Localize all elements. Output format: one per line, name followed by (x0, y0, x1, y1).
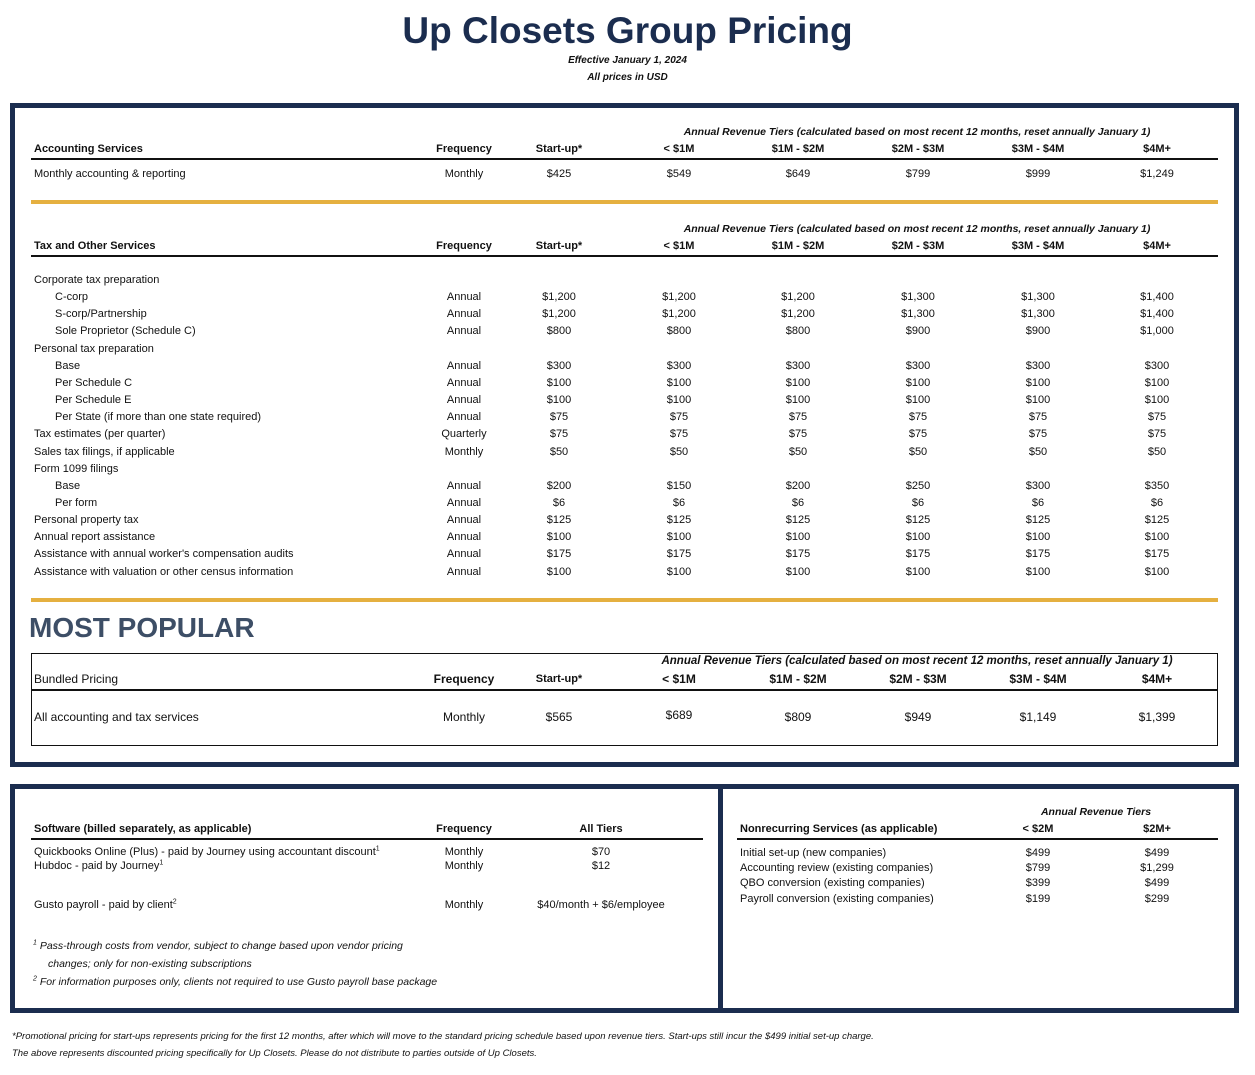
row-t5: $100 (1144, 531, 1170, 544)
footnote-mark: 2 (33, 975, 37, 983)
row-t3: $125 (905, 514, 931, 527)
row-label: Per State (if more than one state required) (55, 411, 262, 424)
row-frequency: Monthly (444, 168, 484, 180)
row-t3: $175 (905, 548, 931, 561)
bundle-table (31, 671, 1218, 731)
row-t1: $125 (666, 514, 692, 527)
row-price: $70 (591, 846, 611, 858)
col-tier4: $3M - $4M (1011, 143, 1065, 155)
row-t1: $100 (666, 394, 692, 407)
row-label: Monthly accounting & reporting (34, 168, 186, 180)
row-t2: $100 (785, 376, 811, 389)
col-startup: Start-up* (535, 143, 583, 155)
row-label-text: Quickbooks Online (Plus) - paid by Journey using accountant discount (34, 846, 376, 858)
row-frequency: Monthly (444, 445, 484, 458)
row-t4: $75 (1028, 411, 1048, 424)
row-v1: $199 (1025, 893, 1051, 905)
row-t3: $300 (905, 359, 931, 372)
row-t1: $300 (666, 359, 692, 372)
row-startup: $1,200 (542, 291, 576, 304)
row-frequency: Annual (446, 359, 482, 372)
row-frequency: Annual (446, 376, 482, 389)
row-frequency: Annual (446, 565, 482, 578)
nonrecurring-header-row (737, 821, 1218, 838)
row-t5: $50 (1147, 445, 1167, 458)
col-tier2: $1M - $2M (771, 240, 825, 252)
row-frequency: Monthly (444, 899, 484, 911)
row-t3: $100 (905, 394, 931, 407)
table-row (31, 897, 703, 914)
row-label: All accounting and tax services (34, 710, 199, 724)
row-frequency: Annual (446, 514, 482, 527)
row-label: S-corp/Partnership (55, 308, 147, 321)
nonrecurring-heading: Nonrecurring Services (as applicable) (740, 823, 938, 835)
row-startup: $100 (546, 565, 572, 578)
row-t2: $200 (785, 479, 811, 492)
row-t1: $100 (666, 531, 692, 544)
software-header-row (31, 821, 703, 838)
row-t4: $900 (1025, 325, 1051, 338)
row-t3: $1,300 (901, 291, 935, 304)
footnote-2 (33, 976, 437, 988)
row-tier5: $1,399 (1138, 710, 1176, 724)
row-t1: $1,200 (662, 291, 696, 304)
row-t2: $6 (791, 496, 805, 509)
row-t4: $50 (1028, 445, 1048, 458)
software-table (31, 821, 703, 911)
row-t1: $100 (666, 565, 692, 578)
row-v2: $499 (1144, 847, 1170, 859)
row-label: Base (55, 479, 81, 492)
col-tier3: $2M - $3M (889, 672, 947, 686)
row-t5: $100 (1144, 565, 1170, 578)
row-t4: $300 (1025, 359, 1051, 372)
row-v2: $299 (1144, 893, 1170, 905)
row-t4: $300 (1025, 479, 1051, 492)
footer-distribution-note: The above represents discounted pricing specifically for Up Closets. Please do not distribute to parties outside of Up Closets. (12, 1048, 537, 1059)
row-t5: $75 (1147, 411, 1167, 424)
row-startup: $200 (546, 479, 572, 492)
tax-table (31, 238, 1218, 583)
row-t1: $800 (666, 325, 692, 338)
effective-date: Effective January 1, 2024 (568, 55, 687, 66)
row-label: QBO conversion (existing companies) (740, 877, 925, 889)
software-heading: Software (billed separately, as applicable) (34, 823, 252, 835)
row-startup: $75 (549, 411, 569, 424)
row-t4: $6 (1031, 496, 1045, 509)
accounting-header-rule (31, 158, 1218, 160)
row-label: Form 1099 filings (34, 462, 119, 475)
row-price: $40/month + $6/employee (537, 899, 665, 911)
row-v2: $1,299 (1140, 862, 1174, 874)
nonrecurring-col-2: $2M+ (1143, 823, 1171, 835)
row-frequency: Annual (446, 496, 482, 509)
col-tier4: $3M - $4M (1009, 672, 1067, 686)
table-row (31, 426, 1218, 443)
row-t2: $175 (785, 548, 811, 561)
col-tier2: $1M - $2M (771, 143, 825, 155)
row-tier4: $1,149 (1019, 710, 1057, 724)
row-label: Corporate tax preparation (34, 274, 160, 286)
most-popular-heading: MOST POPULAR (29, 612, 255, 643)
footnote-text: For information purposes only, clients not required to use Gusto payroll base package (39, 976, 438, 988)
currency-note: All prices in USD (587, 72, 668, 83)
row-tier1: $549 (666, 168, 692, 180)
row-t4: $100 (1025, 565, 1051, 578)
row-v2: $499 (1144, 877, 1170, 889)
row-label: Annual report assistance (34, 531, 156, 544)
bundle-heading: Bundled Pricing (34, 672, 119, 686)
row-t1: $50 (669, 445, 689, 458)
col-tier1: < $1M (663, 240, 695, 252)
table-row (31, 495, 1218, 512)
row-frequency: Monthly (444, 846, 484, 858)
row-t4: $100 (1025, 394, 1051, 407)
row-t1: $175 (666, 548, 692, 561)
col-tier5: $4M+ (1143, 143, 1171, 155)
row-tier3: $949 (904, 710, 932, 724)
row-label: Payroll conversion (existing companies) (740, 893, 934, 905)
table-row (31, 858, 703, 875)
table-row (31, 358, 1218, 375)
row-t2: $100 (785, 565, 811, 578)
accounting-table (31, 141, 1218, 191)
row-label: Assistance with annual worker's compensation audits (34, 548, 294, 561)
row-label: Base (55, 359, 81, 372)
row-label: Personal tax preparation (34, 342, 154, 355)
row-t3: $100 (905, 531, 931, 544)
row-frequency: Annual (446, 325, 482, 338)
table-row (31, 323, 1218, 340)
row-t4: $1,300 (1021, 291, 1055, 304)
row-t1: $100 (666, 376, 692, 389)
row-startup: $100 (546, 531, 572, 544)
col-tier5: $4M+ (1143, 240, 1171, 252)
row-frequency: Annual (446, 411, 482, 424)
row-startup: $800 (546, 325, 572, 338)
page-title: Up Closets Group Pricing (402, 10, 853, 51)
bundle-tier-caption: Annual Revenue Tiers (calculated based on most recent 12 months, reset annually January 1) (661, 655, 1173, 667)
table-row (737, 891, 1218, 908)
col-tier5: $4M+ (1141, 672, 1173, 686)
row-t3: $100 (905, 565, 931, 578)
table-row (31, 166, 1218, 183)
row-startup: $565 (545, 710, 573, 724)
footnote-text: Pass-through costs from vendor, subject to change based upon vendor pricing (39, 940, 403, 952)
row-startup: $1,200 (542, 308, 576, 321)
row-tier5: $1,249 (1140, 168, 1174, 180)
row-tier4: $999 (1025, 168, 1051, 180)
row-t3: $75 (908, 428, 928, 441)
row-label: Per Schedule C (55, 376, 133, 389)
col-tier3: $2M - $3M (891, 240, 945, 252)
row-t3: $6 (911, 496, 925, 509)
row-label: Initial set-up (new companies) (740, 847, 887, 859)
row-t5: $1,000 (1140, 325, 1174, 338)
row-frequency: Annual (446, 479, 482, 492)
col-tier3: $2M - $3M (891, 143, 945, 155)
col-tier4: $3M - $4M (1011, 240, 1065, 252)
row-t3: $1,300 (901, 308, 935, 321)
row-startup: $100 (546, 376, 572, 389)
row-label: Sales tax filings, if applicable (34, 445, 175, 458)
row-t4: $75 (1028, 428, 1048, 441)
group-row (31, 461, 1218, 478)
row-t2: $100 (785, 394, 811, 407)
footnote-mark: 1 (375, 845, 380, 853)
row-t2: $75 (788, 411, 808, 424)
accounting-header-row (31, 141, 1218, 158)
row-t2: $75 (788, 428, 808, 441)
row-frequency: Quarterly (441, 428, 487, 441)
row-label-text: Gusto payroll - paid by client (34, 899, 173, 911)
footnote-mark: 2 (172, 898, 177, 906)
tax-header-row (31, 238, 1218, 255)
table-row (31, 409, 1218, 426)
row-t5: $125 (1144, 514, 1170, 527)
row-label: Personal property tax (34, 514, 139, 527)
row-frequency: Annual (446, 308, 482, 321)
row-t5: $300 (1144, 359, 1170, 372)
row-t5: $350 (1144, 479, 1170, 492)
col-frequency: Frequency (436, 143, 492, 155)
col-frequency: Frequency (433, 672, 495, 686)
nonrecurring-col-1: < $2M (1022, 823, 1054, 835)
row-t4: $175 (1025, 548, 1051, 561)
row-t5: $175 (1144, 548, 1170, 561)
row-t3: $900 (905, 325, 931, 338)
row-t1: $1,200 (662, 308, 696, 321)
row-frequency: Annual (446, 531, 482, 544)
row-startup: $425 (546, 168, 572, 180)
table-row (31, 512, 1218, 529)
row-label: C-corp (55, 291, 89, 304)
table-row (31, 529, 1218, 546)
software-col-all-tiers: All Tiers (579, 823, 623, 835)
nonrecurring-table (737, 821, 1218, 911)
row-startup: $175 (546, 548, 572, 561)
footnote-mark: 1 (33, 939, 37, 947)
row-t3: $100 (905, 376, 931, 389)
row-tier3: $799 (905, 168, 931, 180)
row-t1: $75 (669, 411, 689, 424)
col-tier1: < $1M (662, 672, 696, 686)
table-row (737, 875, 1218, 892)
row-startup: $100 (546, 394, 572, 407)
row-t3: $75 (908, 411, 928, 424)
row-label: Per form (55, 496, 98, 509)
row-v1: $499 (1025, 847, 1051, 859)
row-t5: $1,400 (1140, 291, 1174, 304)
tax-heading: Tax and Other Services (34, 240, 156, 252)
row-startup: $75 (549, 428, 569, 441)
row-startup: $125 (546, 514, 572, 527)
row-frequency: Annual (446, 394, 482, 407)
software-col-frequency: Frequency (436, 823, 492, 835)
row-t2: $50 (788, 445, 808, 458)
row-label: Per Schedule E (55, 394, 132, 407)
row-t3: $50 (908, 445, 928, 458)
accounting-tier-caption: Annual Revenue Tiers (calculated based on most recent 12 months, reset annually January 1) (683, 126, 1151, 138)
row-label-text: Hubdoc - paid by Journey (34, 860, 160, 872)
row-label: Tax estimates (per quarter) (34, 428, 166, 441)
row-t4: $1,300 (1021, 308, 1055, 321)
table-row (31, 289, 1218, 306)
row-label: Sole Proprietor (Schedule C) (55, 325, 196, 338)
row-t1: $150 (666, 479, 692, 492)
row-tier1: $689 (665, 708, 693, 722)
table-row (31, 564, 1218, 581)
footer-promo-note: *Promotional pricing for start-ups represents pricing for the first 12 months, after which will move to the standard pricing schedule based upon revenue tiers. Start-ups still incur the $499 initial set-up charge. (12, 1031, 874, 1042)
footnote-1-line1 (33, 940, 403, 952)
accounting-heading: Accounting Services (34, 143, 143, 155)
gold-divider-2 (31, 598, 1218, 602)
footnote-1-line2: changes; only for non-existing subscriptions (48, 958, 252, 970)
row-v1: $799 (1025, 862, 1051, 874)
row-label (34, 897, 177, 914)
gold-divider-1 (31, 200, 1218, 204)
row-t2: $100 (785, 531, 811, 544)
tax-tier-caption: Annual Revenue Tiers (calculated based on most recent 12 months, reset annually January 1) (683, 223, 1151, 235)
row-t5: $100 (1144, 376, 1170, 389)
row-startup: $300 (546, 359, 572, 372)
tax-header-rule (31, 255, 1218, 257)
table-row (31, 546, 1218, 563)
row-t2: $1,200 (781, 291, 815, 304)
col-tier1: < $1M (663, 143, 695, 155)
col-frequency: Frequency (436, 240, 492, 252)
row-t4: $100 (1025, 376, 1051, 389)
row-t2: $300 (785, 359, 811, 372)
row-v1: $399 (1025, 877, 1051, 889)
row-t1: $75 (669, 428, 689, 441)
nonrecurring-header-rule (737, 838, 1218, 840)
row-tier2: $649 (785, 168, 811, 180)
row-t5: $75 (1147, 428, 1167, 441)
table-row (31, 392, 1218, 409)
row-t5: $6 (1150, 496, 1164, 509)
row-t2: $800 (785, 325, 811, 338)
row-price: $12 (591, 860, 611, 872)
footnote-mark: 1 (159, 859, 164, 867)
table-row (31, 478, 1218, 495)
table-row (31, 306, 1218, 323)
row-t2: $1,200 (781, 308, 815, 321)
row-label (34, 858, 163, 875)
row-frequency: Annual (446, 548, 482, 561)
table-row (31, 709, 1218, 726)
row-label: Accounting review (existing companies) (740, 862, 934, 874)
row-frequency: Monthly (442, 710, 486, 724)
col-startup: Start-up* (535, 673, 583, 685)
row-t3: $250 (905, 479, 931, 492)
nonrecurring-tier-caption: Annual Revenue Tiers (1040, 806, 1152, 818)
row-t1: $6 (672, 496, 686, 509)
row-label: Assistance with valuation or other census information (34, 565, 294, 578)
row-tier2: $809 (784, 710, 812, 724)
row-startup: $50 (549, 445, 569, 458)
row-t2: $125 (785, 514, 811, 527)
row-startup: $6 (552, 496, 566, 509)
table-row (31, 375, 1218, 392)
col-startup: Start-up* (535, 240, 583, 252)
col-tier2: $1M - $2M (769, 672, 827, 686)
group-row (31, 341, 1218, 358)
table-row (31, 444, 1218, 461)
row-t5: $1,400 (1140, 308, 1174, 321)
bundle-header-row (31, 671, 1218, 688)
group-row (31, 272, 1218, 289)
row-frequency: Annual (446, 291, 482, 304)
row-frequency: Monthly (444, 860, 484, 872)
row-t5: $100 (1144, 394, 1170, 407)
row-t4: $100 (1025, 531, 1051, 544)
row-t4: $125 (1025, 514, 1051, 527)
software-header-rule (31, 838, 703, 840)
